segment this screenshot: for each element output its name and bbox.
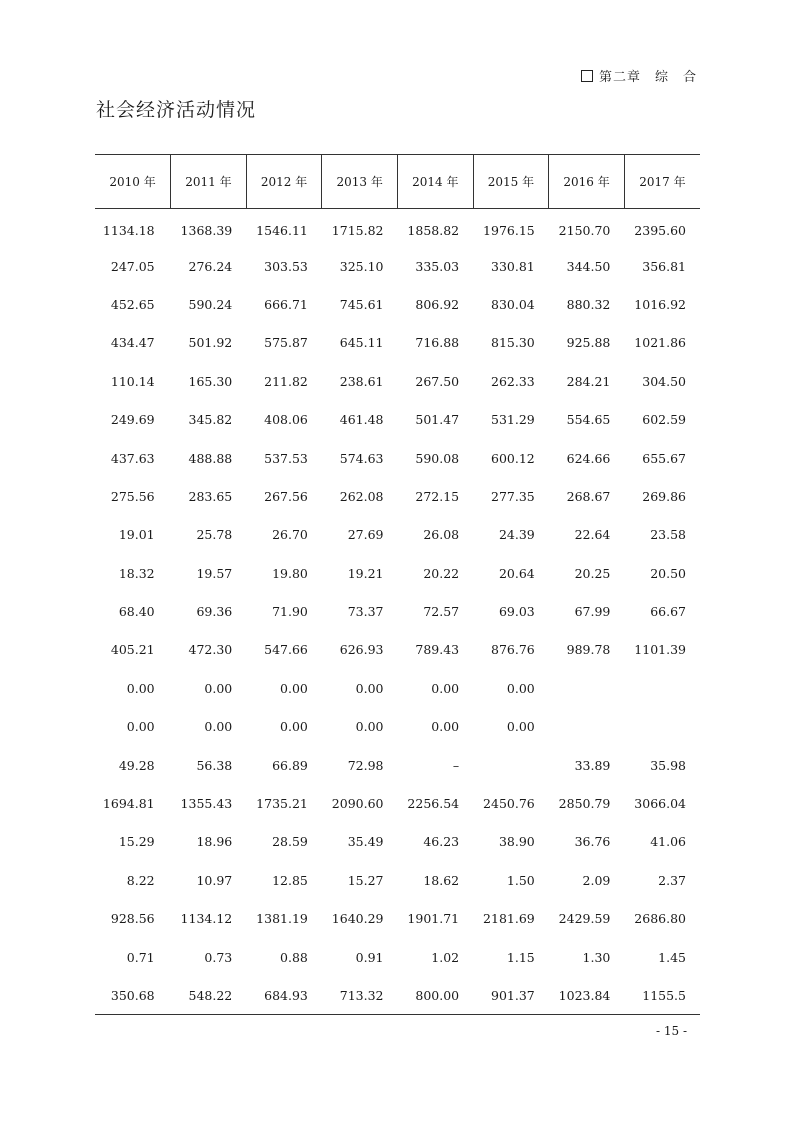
page-number: - 15 - bbox=[655, 1024, 687, 1038]
table-row bbox=[95, 669, 700, 707]
table-cell: 72.98 bbox=[347, 757, 384, 773]
table-cell: 73.37 bbox=[347, 604, 384, 620]
table-cell: 249.69 bbox=[110, 412, 155, 428]
table-cell: 655.67 bbox=[642, 450, 686, 466]
table-cell: 600.12 bbox=[491, 450, 535, 466]
table-cell: 267.56 bbox=[264, 488, 308, 504]
table-cell: 488.88 bbox=[188, 450, 233, 466]
table-cell: 356.81 bbox=[642, 258, 686, 274]
table-cell: 830.04 bbox=[491, 296, 535, 312]
table-cell: 269.86 bbox=[642, 488, 686, 504]
table-cell: 276.24 bbox=[188, 258, 233, 274]
table-cell: 548.22 bbox=[171, 976, 247, 1014]
table-cell: 2429.59 bbox=[558, 911, 611, 927]
table-cell: 452.65 bbox=[110, 296, 155, 312]
table-cell: 0.00 bbox=[126, 680, 155, 696]
table-cell: 0.00 bbox=[431, 680, 460, 696]
table-cell: 800.00 bbox=[398, 976, 474, 1014]
data-table bbox=[95, 154, 700, 1015]
table-cell: 8.22 bbox=[126, 872, 155, 888]
table-cell: 1101.39 bbox=[634, 642, 686, 658]
table-cell: 880.32 bbox=[566, 296, 611, 312]
table-cell: 0.00 bbox=[280, 719, 308, 735]
table-cell: 2150.70 bbox=[558, 223, 611, 239]
table-row bbox=[95, 209, 700, 247]
table-cell: 20.22 bbox=[423, 565, 460, 581]
table-cell: 472.30 bbox=[188, 642, 233, 658]
table-row bbox=[95, 976, 700, 1014]
table-cell: 262.33 bbox=[491, 373, 535, 389]
table-cell: 537.53 bbox=[264, 450, 308, 466]
table-cell: 1134.12 bbox=[180, 911, 233, 927]
table-cell: 66.89 bbox=[272, 757, 308, 773]
table-cell: 2850.79 bbox=[558, 796, 611, 812]
table-cell: 2.37 bbox=[658, 872, 686, 888]
table-cell: 1021.86 bbox=[634, 335, 686, 351]
table-row bbox=[95, 362, 700, 400]
table-cell: 590.24 bbox=[188, 296, 233, 312]
table-cell: 789.43 bbox=[415, 642, 460, 658]
table-cell: 713.32 bbox=[322, 976, 398, 1014]
table-cell: 1.45 bbox=[658, 949, 686, 965]
table-cell: 1.50 bbox=[506, 872, 535, 888]
table-cell: 602.59 bbox=[642, 412, 686, 428]
table-cell: 19.01 bbox=[118, 527, 155, 543]
table-cell: 110.14 bbox=[110, 373, 155, 389]
table-cell: 645.11 bbox=[339, 335, 384, 351]
table-cell: 15.29 bbox=[118, 834, 155, 850]
table-cell bbox=[549, 708, 625, 746]
table-cell: 27.69 bbox=[347, 527, 384, 543]
table-cell: 2090.60 bbox=[331, 796, 384, 812]
table-cell: 12.85 bbox=[272, 872, 308, 888]
table-cell: 1694.81 bbox=[102, 796, 155, 812]
table-header-row bbox=[95, 155, 700, 209]
table-cell: 284.21 bbox=[566, 373, 611, 389]
table-cell: 272.15 bbox=[415, 488, 460, 504]
table-cell bbox=[473, 746, 549, 784]
table-cell: 434.47 bbox=[110, 335, 155, 351]
table-cell: 925.88 bbox=[566, 335, 611, 351]
table-cell: 35.98 bbox=[650, 757, 686, 773]
table-cell: 626.93 bbox=[339, 642, 384, 658]
table-cell: 1.30 bbox=[582, 949, 611, 965]
table-cell: 1715.82 bbox=[331, 223, 384, 239]
table-cell: 303.53 bbox=[264, 258, 308, 274]
table-cell: 1016.92 bbox=[634, 296, 686, 312]
table-cell: 262.08 bbox=[339, 488, 384, 504]
table-cell: 10.97 bbox=[196, 872, 233, 888]
table-cell: 18.96 bbox=[196, 834, 233, 850]
table-cell: 461.48 bbox=[339, 412, 384, 428]
table-cell: 67.99 bbox=[574, 604, 611, 620]
table-cell: 69.36 bbox=[196, 604, 233, 620]
table-row bbox=[95, 631, 700, 669]
table-cell: 928.56 bbox=[110, 911, 155, 927]
table-cell: 46.23 bbox=[423, 834, 460, 850]
table-row bbox=[95, 516, 700, 554]
table-cell: 22.64 bbox=[574, 527, 611, 543]
table-cell: 575.87 bbox=[264, 335, 308, 351]
table-cell: 335.03 bbox=[415, 258, 460, 274]
table-cell: 0.00 bbox=[506, 719, 535, 735]
chapter-header bbox=[581, 66, 697, 85]
table-cell: 304.50 bbox=[642, 373, 686, 389]
table-cell: 901.37 bbox=[473, 976, 549, 1014]
table-cell: 275.56 bbox=[110, 488, 155, 504]
table-cell: 165.30 bbox=[188, 373, 233, 389]
table-cell: 0.00 bbox=[204, 680, 233, 696]
table-cell: 0.71 bbox=[126, 949, 155, 965]
table-cell: 1355.43 bbox=[180, 796, 233, 812]
table-cell: 2686.80 bbox=[634, 911, 686, 927]
table-cell: 0.00 bbox=[204, 719, 233, 735]
column-header: 2010 年 bbox=[95, 155, 171, 209]
table-cell: 20.64 bbox=[498, 565, 535, 581]
table-row bbox=[95, 746, 700, 784]
table-body bbox=[95, 209, 700, 1015]
table-cell: 330.81 bbox=[491, 258, 535, 274]
table-cell: 624.66 bbox=[566, 450, 611, 466]
table-cell: 15.27 bbox=[347, 872, 384, 888]
table-cell: 437.63 bbox=[110, 450, 155, 466]
table-cell: 20.25 bbox=[574, 565, 611, 581]
table-cell: 238.61 bbox=[339, 373, 384, 389]
table-cell: 1368.39 bbox=[180, 223, 233, 239]
table-cell: 68.40 bbox=[118, 604, 155, 620]
table-cell: 19.21 bbox=[347, 565, 384, 581]
table-cell: 3066.04 bbox=[634, 796, 686, 812]
table-row bbox=[95, 554, 700, 592]
table-cell: 574.63 bbox=[339, 450, 384, 466]
table-row bbox=[95, 938, 700, 976]
column-header: 2011 年 bbox=[171, 155, 247, 209]
table-cell: 1640.29 bbox=[331, 911, 384, 927]
table-cell: 408.06 bbox=[264, 412, 308, 428]
table-cell: 268.67 bbox=[566, 488, 611, 504]
table-cell: 267.50 bbox=[415, 373, 460, 389]
table-cell: 38.90 bbox=[498, 834, 535, 850]
table-cell: 71.90 bbox=[272, 604, 308, 620]
table-cell: 1901.71 bbox=[407, 911, 460, 927]
table-cell: 1976.15 bbox=[483, 223, 535, 239]
table-row bbox=[95, 784, 700, 822]
table-cell: 26.70 bbox=[272, 527, 308, 543]
table-row bbox=[95, 324, 700, 362]
table-cell: 23.58 bbox=[650, 527, 686, 543]
table-cell: 56.38 bbox=[196, 757, 233, 773]
table-cell: 69.03 bbox=[498, 604, 535, 620]
table-row bbox=[95, 592, 700, 630]
table-cell: 501.47 bbox=[415, 412, 460, 428]
table-cell: 277.35 bbox=[491, 488, 535, 504]
table-row bbox=[95, 247, 700, 285]
table-row bbox=[95, 439, 700, 477]
column-header: 2012 年 bbox=[246, 155, 322, 209]
table-cell: 0.00 bbox=[126, 719, 155, 735]
table-cell: 20.50 bbox=[650, 565, 686, 581]
table-cell: 716.88 bbox=[415, 335, 460, 351]
table-cell: 18.32 bbox=[118, 565, 155, 581]
table-cell: 1381.19 bbox=[256, 911, 308, 927]
table-cell: 19.80 bbox=[272, 565, 308, 581]
table-cell: 815.30 bbox=[491, 335, 535, 351]
table-cell bbox=[624, 708, 700, 746]
table-cell: 0.00 bbox=[506, 680, 535, 696]
table-cell: 2395.60 bbox=[634, 223, 686, 239]
table-cell: 590.08 bbox=[415, 450, 460, 466]
table-cell: 0.88 bbox=[280, 949, 308, 965]
table-row bbox=[95, 477, 700, 515]
table-cell: 350.68 bbox=[95, 976, 171, 1014]
table-cell: 666.71 bbox=[264, 296, 308, 312]
table-cell: – bbox=[452, 757, 460, 773]
table-cell: 0.91 bbox=[355, 949, 384, 965]
column-header: 2015 年 bbox=[473, 155, 549, 209]
table-cell: 1858.82 bbox=[407, 223, 460, 239]
table-cell: 24.39 bbox=[498, 527, 535, 543]
table-cell: 344.50 bbox=[566, 258, 611, 274]
table-cell: 26.08 bbox=[423, 527, 460, 543]
table-cell: 0.73 bbox=[204, 949, 233, 965]
page-title: 社会经济活动情况 bbox=[96, 99, 257, 121]
table-cell: 28.59 bbox=[272, 834, 308, 850]
table-cell: 501.92 bbox=[188, 335, 233, 351]
table-cell: 36.76 bbox=[574, 834, 611, 850]
table-cell: 876.76 bbox=[491, 642, 535, 658]
table-cell: 19.57 bbox=[196, 565, 233, 581]
table-cell: 283.65 bbox=[188, 488, 233, 504]
table-cell: 325.10 bbox=[339, 258, 384, 274]
table-row bbox=[95, 823, 700, 861]
table-cell: 547.66 bbox=[264, 642, 308, 658]
table-cell: 66.67 bbox=[650, 604, 686, 620]
table-cell: 247.05 bbox=[110, 258, 155, 274]
data-table-container bbox=[95, 154, 700, 1015]
table-row bbox=[95, 708, 700, 746]
table-cell: 2256.54 bbox=[407, 796, 460, 812]
table-row bbox=[95, 900, 700, 938]
column-header: 2017 年 bbox=[624, 155, 700, 209]
column-header: 2016 年 bbox=[549, 155, 625, 209]
table-cell: 806.92 bbox=[415, 296, 460, 312]
table-cell: 0.00 bbox=[431, 719, 460, 735]
table-cell: 0.00 bbox=[280, 680, 308, 696]
table-cell: 684.93 bbox=[246, 976, 322, 1014]
table-cell: 18.62 bbox=[423, 872, 460, 888]
table-row bbox=[95, 861, 700, 899]
table-cell bbox=[549, 669, 625, 707]
table-cell: 1134.18 bbox=[102, 223, 155, 239]
table-cell: 1546.11 bbox=[256, 223, 308, 239]
table-cell: 1.15 bbox=[506, 949, 535, 965]
table-cell: 1155.5 bbox=[624, 976, 700, 1014]
table-cell: 0.00 bbox=[355, 719, 384, 735]
table-cell: 72.57 bbox=[423, 604, 460, 620]
table-cell: 0.00 bbox=[355, 680, 384, 696]
table-cell: 2181.69 bbox=[483, 911, 535, 927]
table-cell: 1023.84 bbox=[549, 976, 625, 1014]
table-cell: 554.65 bbox=[566, 412, 611, 428]
table-cell: 2450.76 bbox=[483, 796, 535, 812]
table-cell: 405.21 bbox=[110, 642, 155, 658]
table-cell: 1.02 bbox=[431, 949, 460, 965]
table-cell: 33.89 bbox=[574, 757, 611, 773]
table-cell: 35.49 bbox=[347, 834, 384, 850]
table-cell bbox=[624, 669, 700, 707]
table-cell: 989.78 bbox=[566, 642, 611, 658]
column-header: 2013 年 bbox=[322, 155, 398, 209]
table-cell: 25.78 bbox=[196, 527, 233, 543]
table-cell: 745.61 bbox=[339, 296, 384, 312]
table-row bbox=[95, 400, 700, 438]
table-cell: 41.06 bbox=[650, 834, 686, 850]
chapter-label: 第二章 综 合 bbox=[598, 70, 697, 85]
table-cell: 211.82 bbox=[264, 373, 308, 389]
table-cell: 2.09 bbox=[582, 872, 611, 888]
table-row bbox=[95, 285, 700, 323]
checkbox-square-icon bbox=[581, 70, 593, 82]
table-cell: 531.29 bbox=[491, 412, 535, 428]
table-cell: 49.28 bbox=[118, 757, 155, 773]
table-cell: 1735.21 bbox=[256, 796, 308, 812]
table-cell: 345.82 bbox=[188, 412, 233, 428]
column-header: 2014 年 bbox=[398, 155, 474, 209]
